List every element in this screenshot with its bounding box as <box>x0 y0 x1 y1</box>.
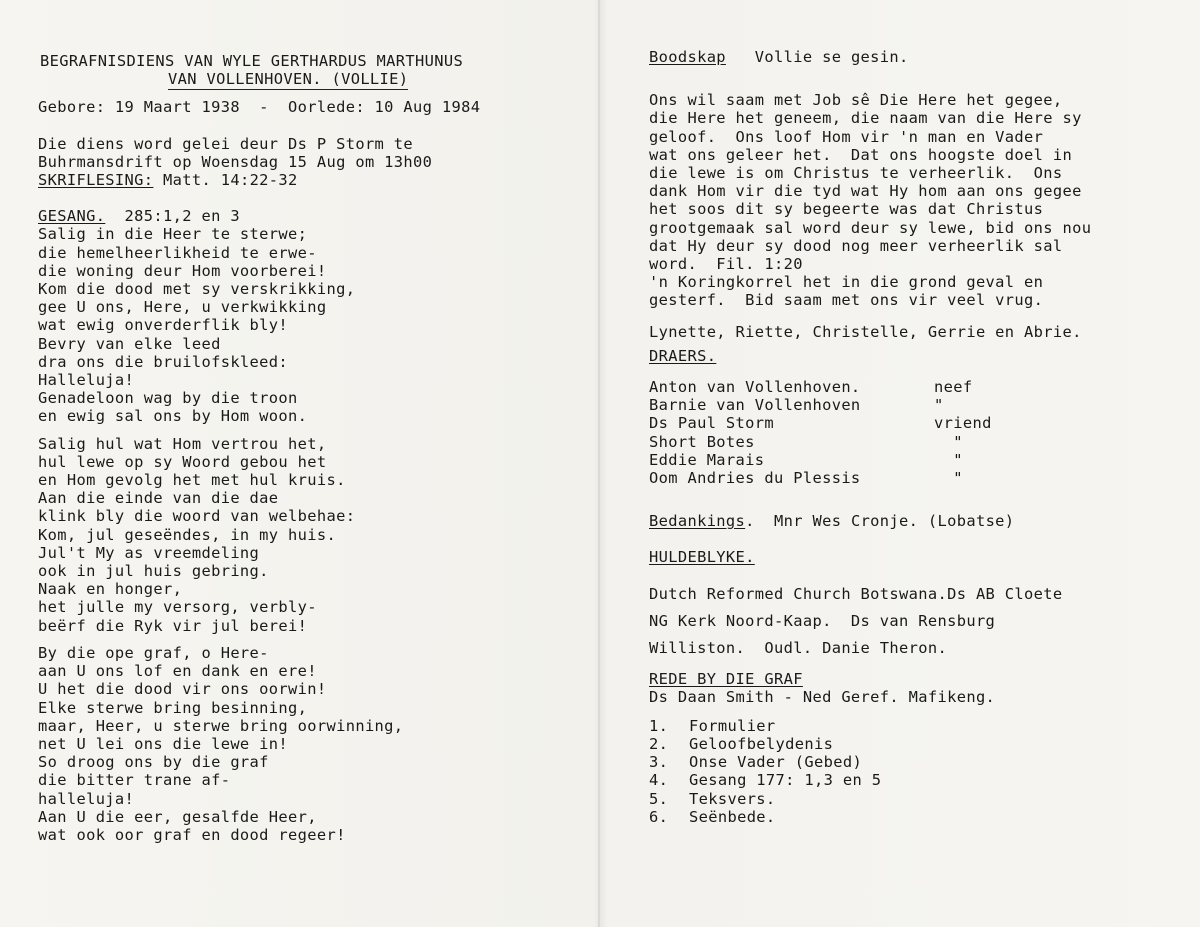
grave-speaker: Ds Daan Smith - Ned Geref. Mafikeng. <box>649 688 996 707</box>
programme-number: 3. <box>649 753 669 772</box>
programme-item <box>649 753 1169 771</box>
hymn-label: GESANG. <box>38 207 106 226</box>
hymn-verse-2 <box>38 435 583 635</box>
verse-line: beërf die Ryk vir jul berei! <box>38 616 308 635</box>
verse-line: Kom, jul geseëndes, in my huis. <box>38 525 337 544</box>
verse-line: Jul't My as vreemdeling <box>38 543 260 562</box>
programme-item <box>649 717 1169 735</box>
family-message <box>649 91 1169 309</box>
message-line: die Here het geneem, die naam van die Here sy <box>649 109 1082 128</box>
programme-item <box>649 735 1169 753</box>
programme-number: 5. <box>649 789 669 808</box>
programme-text: Gesang 177: 1,3 en 5 <box>689 771 882 790</box>
verse-line: wat ook oor graf en dood regeer! <box>38 825 346 844</box>
verse-line: Halleluja! <box>38 371 135 390</box>
family-signatories: Lynette, Riette, Christelle, Gerrie en Abrie. <box>649 322 1082 341</box>
bearer-name: Short Botes <box>649 432 755 451</box>
tributes-list <box>649 585 1169 658</box>
verse-line: die bitter trane af- <box>38 771 231 790</box>
tribute-item: NG Kerk Noord-Kaap. Ds van Rensburg <box>649 611 996 630</box>
programme-text: Geloofbelydenis <box>689 734 834 753</box>
message-line: geloof. Ons loof Hom vir 'n man en Vader <box>649 127 1044 146</box>
bearer-name: Ds Paul Storm <box>649 414 775 433</box>
bearer-name: Oom Andries du Plessis <box>649 469 861 488</box>
verse-line: By die ope graf, o Here- <box>38 643 269 662</box>
title-line-1: BEGRAFNISDIENS VAN WYLE GERTHARDUS MARTHUNUS <box>40 52 464 70</box>
message-line: word. Fil. 1:20 <box>649 255 803 274</box>
tribute-item: Williston. Oudl. Danie Theron. <box>649 639 948 658</box>
message-from: Vollie se gesin. <box>725 48 909 66</box>
service-line: Buhrmansdrift op Woensdag 15 Aug om 13h00 <box>38 152 433 171</box>
hymn-heading <box>38 207 583 225</box>
message-line: het soos dit sy begeerte was dat Christus <box>649 200 1044 219</box>
verse-line: net U lei ons die lewe in! <box>38 734 289 753</box>
verse-line: U het die dood vir ons oorwin! <box>38 680 327 699</box>
programme-text: Seënbede. <box>689 807 776 826</box>
verse-line: hul lewe op sy Woord gebou het <box>38 452 327 471</box>
bearer-name: Anton van Vollenhoven. <box>649 378 861 397</box>
message-line: die lewe is om Christus te verheerlik. Ons <box>649 164 1063 183</box>
verse-line: Elke sterwe bring besinning, <box>38 698 308 717</box>
scripture-label: SKRIFLESING: <box>38 171 154 190</box>
thanks-text: . Mnr Wes Cronje. (Lobatse) <box>745 512 1015 531</box>
grave-speech-heading: REDE BY DIE GRAF <box>649 670 803 689</box>
verse-line: Bevry van elke leed <box>38 334 221 353</box>
verse-line: Aan U die eer, gesalfde Heer, <box>38 807 317 826</box>
programme-item <box>649 808 1169 826</box>
programme-item <box>649 790 1169 808</box>
bearer-relation: " <box>934 469 963 488</box>
programme-number: 4. <box>649 771 669 790</box>
programme-number: 6. <box>649 807 669 826</box>
verse-line: en ewig sal ons by Hom woon. <box>38 407 308 426</box>
bearer-relation: " <box>934 450 963 469</box>
verse-line: Aan die einde van die dae <box>38 489 279 508</box>
title-line-2: VAN VOLLENHOVEN. (VOLLIE) <box>168 70 408 90</box>
bearer-relation: neef <box>934 378 973 397</box>
programme-text: Teksvers. <box>689 789 776 808</box>
programme-number: 2. <box>649 734 669 753</box>
verse-line: Salig hul wat Hom vertrou het, <box>38 434 327 453</box>
tributes-heading: HULDEBLYKE. <box>649 548 755 567</box>
verse-line: aan U ons lof en dank en ere! <box>38 662 317 681</box>
verse-line: Salig in die Heer te sterwe; <box>38 225 308 244</box>
hymn-block <box>38 207 583 844</box>
message-heading <box>649 48 1169 66</box>
verse-line: wat ewig onverderflik bly! <box>38 316 289 335</box>
programme-text: Onse Vader (Gebed) <box>689 753 863 772</box>
bearer-relation: vriend <box>934 414 992 433</box>
pallbearers-list <box>649 378 1169 487</box>
verse-line: die woning deur Hom voorberei! <box>38 261 327 280</box>
message-line: 'n Koringkorrel het in die grond geval en <box>649 273 1044 292</box>
message-line: gesterf. Bid saam met ons vir veel vrug. <box>649 291 1044 310</box>
verse-line: Genadeloon wag by die troon <box>38 389 298 408</box>
programme-item <box>649 771 1169 789</box>
verse-line: So droog ons by die graf <box>38 753 269 772</box>
message-line: dank Hom vir die tyd wat Hy hom aan ons gegee <box>649 182 1082 201</box>
service-info <box>38 135 583 171</box>
thanks-label: Bedankings <box>649 512 746 531</box>
verse-line: halleluja! <box>38 789 135 808</box>
bearer-relation: " <box>934 396 944 415</box>
page-fold <box>598 0 600 927</box>
message-line: dat Hy deur sy dood nog meer verheerlik sal <box>649 236 1063 255</box>
bearer-relation: " <box>934 432 963 451</box>
verse-line: Kom die dood met sy verskrikking, <box>38 280 356 299</box>
message-label: Boodskap <box>649 48 726 66</box>
verse-line: ook in jul huis gebring. <box>38 562 269 581</box>
verse-line: dra ons die bruilofskleed: <box>38 352 289 371</box>
message-line: grootgemaak sal word deur sy lewe, bid ons nou <box>649 218 1092 237</box>
programme-number: 1. <box>649 716 669 735</box>
verse-line: en Hom gevolg het met hul kruis. <box>38 471 346 490</box>
bearers-heading: DRAERS. <box>649 346 717 365</box>
hymn-verse-3 <box>38 644 583 844</box>
scripture-reading <box>38 171 583 189</box>
programme-text: Formulier <box>689 716 776 735</box>
hymn-verse-1 <box>38 225 583 425</box>
message-line: Ons wil saam met Job sê Die Here het gegee, <box>649 91 1063 110</box>
bearer-name: Eddie Marais <box>649 450 765 469</box>
left-column <box>38 52 583 844</box>
verse-line: klink bly die woord van welbehae: <box>38 507 356 526</box>
verse-line: die hemelheerlikheid te erwe- <box>38 243 317 262</box>
tribute-item: Dutch Reformed Church Botswana.Ds AB Cloete <box>649 584 1063 603</box>
verse-line: het julle my versorg, verbly- <box>38 598 317 617</box>
right-column <box>649 48 1169 826</box>
message-line: wat ons geleer het. Dat ons hoogste doel in <box>649 145 1073 164</box>
bearer-name: Barnie van Vollenhoven <box>649 396 861 415</box>
verse-line: gee U ons, Here, u verkwikking <box>38 298 327 317</box>
scripture-reference: Matt. 14:22-32 <box>153 171 298 190</box>
verse-line: maar, Heer, u sterwe bring oorwinning, <box>38 716 404 735</box>
service-line: Die diens word gelei deur Ds P Storm te <box>38 134 414 153</box>
verse-line: Naak en honger, <box>38 580 183 599</box>
grave-programme <box>649 717 1169 826</box>
birth-death-dates: Gebore: 19 Maart 1938 - Oorlede: 10 Aug 1984 <box>38 98 481 117</box>
thanks-line <box>649 512 1169 530</box>
hymn-reference: 285:1,2 en 3 <box>105 207 240 226</box>
